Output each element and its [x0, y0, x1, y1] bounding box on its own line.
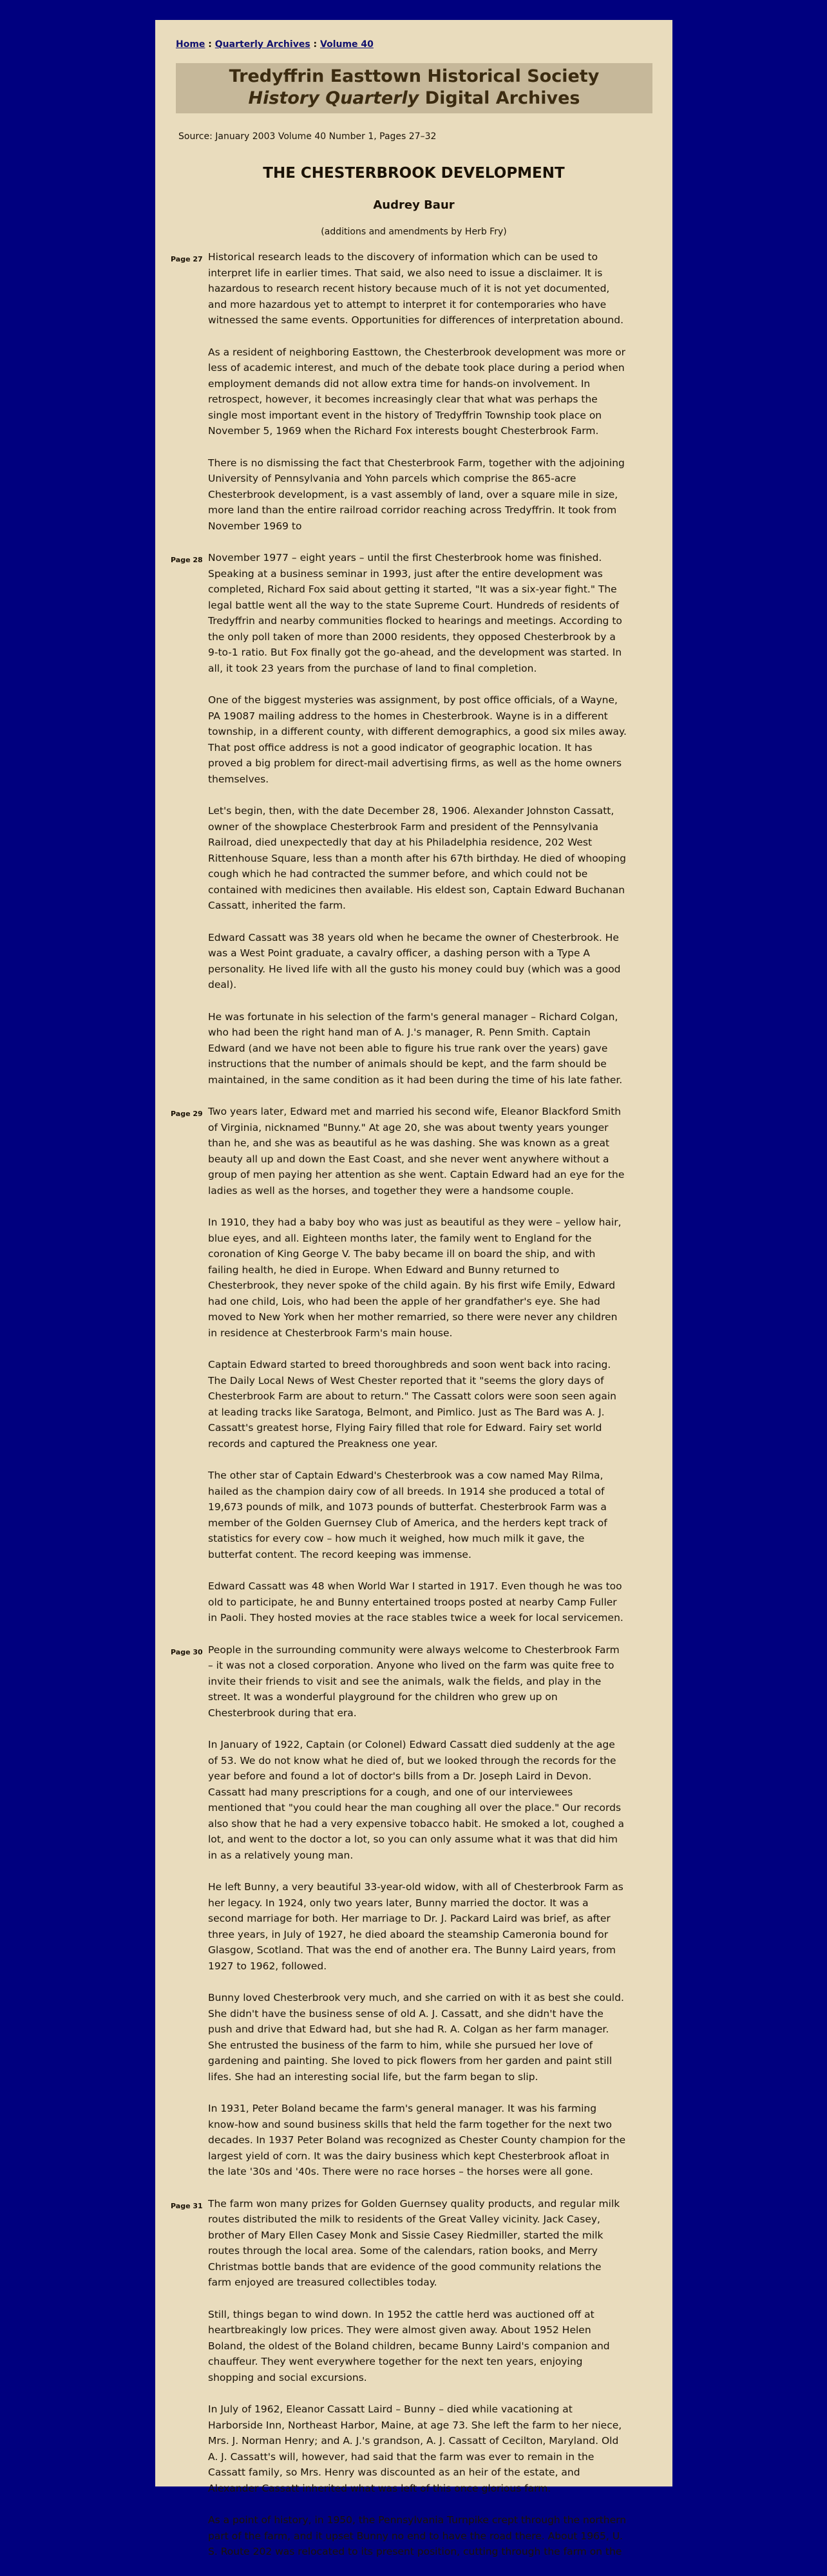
- site-subtitle: [176, 88, 652, 109]
- paragraph-text: Still, things began to wind down. In 1952 the cattle herd was auctioned off at heartbreakingly low prices. They were almost given away. About 1952 Helen Boland, the oldest of the Boland children, became Bunny Laird's companion and chauffeur. They went everywhere together for the next ten years, enjoying shopping and social excursions.: [208, 2308, 610, 2383]
- paragraph-text: Let's begin, then, with the date December 28, 1906. Alexander Johnston Cassatt, owner of the showplace Chesterbrook Farm and president of the Pennsylvania Railroad, died unexpectedly that day at his Philadelphia residence, 202 West Rittenhouse Square, less than a month after his 67th birthday. He died of whooping cough which he had contracted the summer before, and which could not be contained with medicines then available. His eldest son, Captain Edward Buchanan Cassatt, inherited the farm.: [208, 805, 626, 911]
- article-author: Audrey Baur: [373, 198, 455, 212]
- paragraph-text: Two years later, Edward met and married his second wife, Eleanor Blackford Smith of Virginia, nicknamed "Bunny." At age 20, she was about twenty years younger than he, and she was as beautiful as he was dashing. She was known as a great beauty all up and down the East Coast, and she never went anywhere without a group of men paying her attention as she went. Captain Edward had an eye for the ladies as well as the horses, and together they were a handsome couple.: [208, 1106, 625, 1197]
- article-paragraph: [171, 2196, 627, 2291]
- article-paragraph: [208, 2401, 627, 2496]
- article-paragraph: [208, 692, 627, 787]
- breadcrumb-home-link[interactable]: Home: [176, 39, 205, 50]
- paragraph-text: Historical research leads to the discovery of information which can be used to interpret life in earlier times. That said, we also need to issue a disclaimer. It is hazardous to research recent history because much of it is not yet documented, and more hazardous yet to attempt to interpret it for contemporaries who have witnessed the same events. Opportunities for differences of interpretation abound.: [208, 251, 624, 326]
- article-title: THE CHESTERBROOK DEVELOPMENT: [263, 165, 565, 182]
- source-citation: Source: January 2003 Volume 40 Number 1, Pages 27–32: [178, 131, 437, 142]
- breadcrumb: [176, 39, 374, 50]
- article-paragraph: [208, 803, 627, 914]
- article-paragraph: [171, 550, 627, 676]
- paragraph-text: One of the biggest mysteries was assignment, by post office officials, of a Wayne, PA 19087 mailing address to the homes in Chesterbrook. Wayne is in a different township, in a different county, with different demographics, a good six miles away. That post office address is not a good indicator of geographic location. It has proved a big problem for direct-mail advertising firms, as well as the home owners themselves.: [208, 694, 627, 785]
- site-subtitle-rest: Digital Archives: [419, 88, 580, 108]
- paragraph-text: People in the surrounding community were always welcome to Chesterbrook Farm – it was not a closed corporation. Anyone who lived on the farm was quite free to invite their friends to visit and see the animals, walk the fields, and play in the street. It was a wonderful playground for the children who grew up on Chesterbrook during that era.: [208, 1643, 620, 1719]
- article-paragraph: [208, 1737, 627, 1863]
- page-marker: Page 27: [171, 255, 203, 263]
- article-paragraph: [208, 1357, 627, 1452]
- page-marker: Page 29: [171, 1110, 203, 1118]
- site-subtitle-italic: History Quarterly: [248, 88, 419, 108]
- paragraph-text: In 1931, Peter Boland became the farm's general manager. It was his farming know-how and sound business skills that held the farm together for the next two decades. In 1937 Peter Boland was recognized as Chester County champion for the largest yield of corn. It was the dairy business which kept Chesterbrook afloat in the late '30s and '40s. There were no race horses – the horses were all gone.: [208, 2103, 626, 2177]
- paragraph-text: The farm won many prizes for Golden Guernsey quality products, and regular milk routes distributed the milk to residents of the Great Valley vicinity. Jack Casey, brother of Mary Ellen Casey Monk and Sissie Casey Riedmiller, started the milk routes through the local area. Some of the calendars, ration books, and Merry Christmas bottle bands that are evidence of the good community relations the farm enjoyed are treasured collectibles today.: [208, 2197, 620, 2288]
- article-paragraph: [208, 1468, 627, 1562]
- paragraph-text: The other star of Captain Edward's Chesterbrook was a cow named May Rilma, hailed as the champion dairy cow of all breeds. In 1914 she produced a total of 19,673 pounds of milk, and 1073 pounds of butterfat. Chesterbrook Farm was a member of the Golden Guernsey Club of America, and the herders kept track of statistics for every cow – how much it weighed, how much milk it gave, the butterfat content. The record keeping was immense.: [208, 1470, 607, 1560]
- paragraph-text: In July of 1962, Eleanor Cassatt Laird – Bunny – died while vacationing at Harborside Inn, Northeast Harbor, Maine, at age 73. She left the farm to her niece, Mrs. J. Norman Henry; and A. J.'s grandson, A. J. Cassatt of Cecilton, Maryland. Old A. J. Cassatt's will, however, had said that the farm was ever to remain in the Cassatt family, so Mrs. Henry was discounted as an heir of the estate, and Alexander Cassatt inherited what was left of this once glorious farm.: [208, 2403, 622, 2494]
- article-paragraph: [208, 1578, 627, 1626]
- paragraph-text: Edward Cassatt was 38 years old when he became the owner of Chesterbrook. He was a West Point graduate, a cavalry officer, a dashing person with a Type A personality. He lived life with all the gusto his money could buy (which was a good deal).: [208, 931, 621, 990]
- paragraph-text: Bunny loved Chesterbrook very much, and she carried on with it as best she could. She didn't have the business sense of old A. J. Cassatt, and she didn't have the push and drive that Edward had, but she had R. A. Colgan as her farm manager. She entrusted the business of the farm to him, while she pursued her love of gardening and painting. She loved to pick flowers from her garden and paint still lifes. She had an interesting social life, but the farm began to slip.: [208, 1992, 624, 2083]
- article-paragraph: [208, 1215, 627, 1341]
- paragraph-text: In 1910, they had a baby boy who was just as beautiful as they were – yellow hair, blue eyes, and all. Eighteen months later, the family went to England for the coronation of King George V. The baby became ill on board the ship, and with failing health, he died in Europe. When Edward and Bunny returned to Chesterbrook, they never spoke of the child again. By his first wife Emily, Edward had one child, Lois, who had been the apple of her grandfather's eye. She had moved to New York when her mother remarried, so there were never any children in residence at Chesterbrook Farm's main house.: [208, 1217, 622, 1339]
- article-paragraph: [171, 249, 627, 328]
- article-paragraph: [208, 1009, 627, 1088]
- paragraph-text: He left Bunny, a very beautiful 33-year-old widow, with all of Chesterbrook Farm as her legacy. In 1924, only two years later, Bunny married the doctor. It was a second marriage for both. Her marriage to Dr. J. Packard Laird was brief, as after three years, in July of 1927, he died aboard the steamship Cameronia bound for Glasgow, Scotland. That was the end of another era. The Bunny Laird years, from 1927 to 1962, followed.: [208, 1881, 623, 1972]
- article-paragraph: [208, 1879, 627, 1974]
- page-marker: Page 28: [171, 556, 203, 564]
- article-body: [171, 249, 627, 2576]
- article-paragraph: [171, 1104, 627, 1198]
- page-marker: Page 30: [171, 1647, 203, 1656]
- article-paragraph: [208, 2101, 627, 2180]
- paragraph-text: There is no dismissing the fact that Chesterbrook Farm, together with the adjoining University of Pennsylvania and Yohn parcels which comprise the 865-acre Chesterbrook development, is a vast assembly of land, over a square mile in size, more land than the entire railroad corridor reaching across Tredyffrin. It took from November 1969 to: [208, 457, 625, 532]
- paragraph-text: As a point of history, in 1950, the Pennsylvania Turnpike crept through the northern part of the farm, and it upset Bunny no end to have the road there. About 1965, U. S. Route 202 was relocated to its present position, cutting through the farm on the: [208, 2514, 627, 2557]
- paragraph-text: As a resident of neighboring Easttown, the Chesterbrook development was more or less of academic interest, and much of the debate took place during a period when employment demands did not allow extra time for hands-on involvement. In retrospect, however, it becomes increasingly clear that what was perhaps the single most important event in the history of Tredyffrin Township took place on November 5, 1969 when the Richard Fox interests bought Chesterbrook Farm.: [208, 346, 625, 437]
- paragraph-text: He was fortunate in his selection of the farm's general manager – Richard Colgan, who had been the right hand man of A. J.'s manager, R. Penn Smith. Captain Edward (and we have not been able to figure his true rank over the years) gave instructions that the number of animals should be kept, and the farm should be maintained, in the same condition as it had been during the time of his late father.: [208, 1010, 623, 1086]
- site-banner: [176, 63, 652, 113]
- breadcrumb-separator: :: [313, 39, 318, 50]
- breadcrumb-volume-link[interactable]: Volume 40: [320, 39, 374, 50]
- breadcrumb-separator: :: [208, 39, 212, 50]
- article-paragraph: [208, 2307, 627, 2386]
- breadcrumb-archives-link[interactable]: Quarterly Archives: [214, 39, 310, 50]
- article-paragraph: [208, 1990, 627, 2085]
- article-paragraph: [171, 1642, 627, 1721]
- article-paragraph: [208, 345, 627, 439]
- paragraph-text: Edward Cassatt was 48 when World War I started in 1917. Even though he was too old to participate, he and Bunny entertained troops posted at nearby Camp Fuller in Paoli. They hosted movies at the race stables twice a week for local servicemen.: [208, 1580, 623, 1624]
- paragraph-text: In January of 1922, Captain (or Colonel) Edward Cassatt died suddenly at the age of 53. We do not know what he died of, but we looked through the records for the year before and found a lot of doctor's bills from a Dr. Joseph Laird in Devon. Cassatt had many prescriptions for a cough, and one of our interviewees mentioned that "you could hear the man coughing all over the place." Our records also show that he had a very expensive tobacco habit. He smoked a lot, coughed a lot, and went to the doctor a lot, so you can only assume what it was that did him in as a relatively young man.: [208, 1739, 625, 1861]
- paragraph-text: November 1977 – eight years – until the first Chesterbrook home was finished. Speaking at a business seminar in 1993, just after the entire development was completed, Richard Fox said about getting it started, "It was a six-year fight." The legal battle went all the way to the state Supreme Court. Hundreds of residents of Tredyffrin and nearby communities flocked to hearings and meetings. According to the only poll taken of more than 2000 residents, they opposed Chesterbrook by a 9-to-1 ratio. But Fox finally got the go-ahead, and the development was started. In all, it took 23 years from the purchase of land to final completion.: [208, 552, 622, 674]
- article-paragraph: [208, 455, 627, 535]
- article-additions-note: (additions and amendments by Herb Fry): [321, 227, 507, 237]
- article-paragraph: [208, 930, 627, 993]
- page-sheet: [155, 20, 672, 2557]
- paragraph-text: Captain Edward started to breed thoroughbreds and soon went back into racing. The Daily Local News of West Chester reported that it "seems the glory days of Chesterbrook Farm are about to return." The Cassatt colors were soon seen again at leading tracks like Saratoga, Belmont, and Pimlico. Just as The Bard was A. J. Cassatt's greatest horse, Flying Fairy filled that role for Edward. Fairy set world records and captured the Preakness one year.: [208, 1359, 616, 1450]
- site-title: Tredyffrin Easttown Historical Society: [229, 66, 600, 86]
- article-paragraph: [208, 2512, 627, 2560]
- page-marker: Page 31: [171, 2201, 203, 2210]
